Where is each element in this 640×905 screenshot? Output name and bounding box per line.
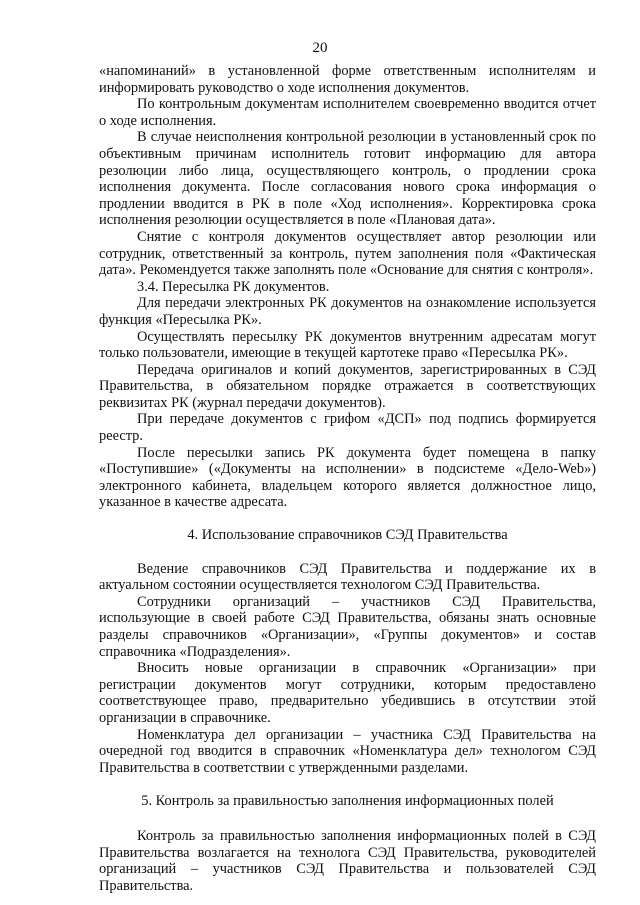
paragraph-new-organizations: Вносить новые организации в справочник «Организации» при регистрации документов могут сотрудники, которым предоставлено соответствующее право, предварительно убедившись в отсутствии этой организации в справочнике. [99, 660, 596, 726]
page-number: 20 [312, 40, 328, 56]
page-body [99, 63, 596, 894]
paragraph-reminders: «напоминаний» в установленной форме ответственным исполнителям и информировать руководство о ходе исполнения документов. [99, 63, 596, 96]
subsection-heading-forwarding: 3.4. Пересылка РК документов. [137, 278, 330, 295]
paragraph-field-control: Контроль за правильностью заполнения информационных полей в СЭД Правительства возлагается на технолога СЭД Правительства, руководителей организаций – участников СЭД Правительства и пользователей СЭД Правительства. [99, 827, 596, 894]
paragraph-directories-maintenance: Ведение справочников СЭД Правительства и поддержание их в актуальном состоянии осуществляется технологом СЭД Правительства. [99, 560, 596, 594]
paragraph-dsp-registry: При передаче документов с грифом «ДСП» под подпись формируется реестр. [99, 411, 596, 445]
paragraph-originals-transfer: Передача оригиналов и копий документов, зарегистрированных в СЭД Правительства, в обязательном порядке отражается в соответствующих реквизитах РК (журнал передачи документов). [99, 361, 596, 411]
paragraph-deadline-extension: В случае неисполнения контрольной резолюции в установленный срок по объективным причинам исполнитель готовит информацию для автора резолюции либо лица, осуществляющего контроль, о продлении срока исполнения документа. После согласования нового срока информация о продлении вводится в РК в поле «Ход исполнения». Корректировка срока исполнения резолюции осуществляется в поле «Плановая дата». [99, 129, 596, 229]
paragraph-directories-knowledge: Сотрудники организаций – участников СЭД Правительства, использующие в своей работе СЭД Правительства, обязаны знать основные разделы справочников «Организации», «Группы документов» и состав справочника «Подразделения». [99, 593, 596, 660]
paragraph-forwarding-rights: Осуществлять пересылку РК документов внутренним адресатам могут только пользователи, имеющие в текущей картотеке право «Пересылка РК». [99, 328, 596, 362]
paragraph-forwarding-function: Для передачи электронных РК документов на ознакомление используется функция «Пересылка РК». [99, 295, 596, 328]
paragraph-removal-from-control: Снятие с контроля документов осуществляет автор резолюции или сотрудник, ответственный за контроль, путем заполнения поля «Фактическая дата». Рекомендуется также заполнять поле «Основание для снятия с контроля». [99, 228, 596, 279]
paragraph-case-nomenclature: Номенклатура дел организации – участника СЭД Правительства на очередной год вводится в справочник «Номенклатура дел» технологом СЭД Правительства в соответствии с утвержденными разделами. [99, 726, 596, 776]
section-heading-directories: 4. Использование справочников СЭД Правительства [187, 527, 508, 544]
paragraph-execution-report: По контрольным документам исполнителем своевременно вводится отчет о ходе исполнения. [99, 96, 596, 129]
section-heading-field-control: 5. Контроль за правильностью заполнения информационных полей [141, 793, 554, 810]
paragraph-after-forwarding: После пересылки запись РК документа будет помещена в папку «Поступившие» («Документы на исполнении» в подсистеме «Дело-Web») электронного кабинета, владельцем которого является должностное лицо, указанное в качестве адресата. [99, 444, 596, 511]
